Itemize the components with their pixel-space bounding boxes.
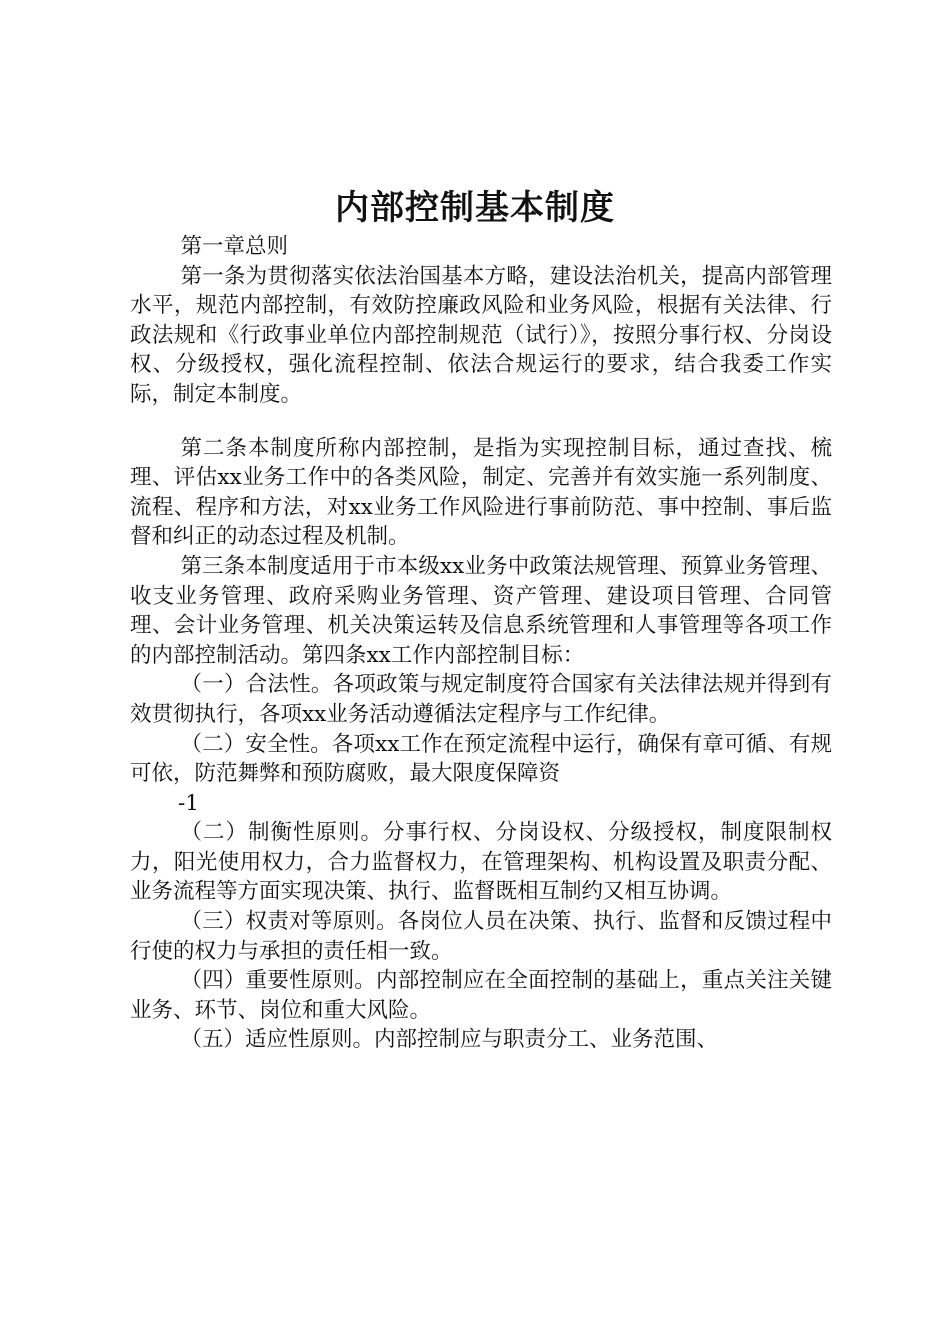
article-1: 第一条为贯彻落实依法治国基本方略，建设法治机关，提高内部管理水平，规范内部控制，有效防控廉政风险和业务风险，根据有关法律、行政法规和《行政事业单位内部控制规范（试行）》，按照分事行权、分岗设权、分级授权，强化流程控制、依法合规运行的要求，结合我委工作实际，制定本制度。 [130,263,832,407]
document-body [130,232,832,1055]
article-3: 第三条本制度适用于市本级xx业务中政策法规管理、预算业务管理、收支业务管理、政府采购业务管理、资产管理、建设项目管理、合同管理、会计业务管理、机关决策运转及信息系统管理和人事管理等各项工作的内部控制活动。第四条xx工作内部控制目标： [130,553,832,668]
article-2: 第二条本制度所称内部控制，是指为实现控制目标，通过查找、梳理、评估xx业务工作中的各类风险，制定、完善并有效实施一系列制度、流程、程序和方法，对xx业务工作风险进行事前防范、事中控制、事后监督和纠正的动态过程及机制。 [130,435,832,550]
page-number: -1 [178,790,199,816]
objective-security: （二）安全性。各项xx工作在预定流程中运行，确保有章可循、有规可依，防范舞弊和预防腐败，最大限度保障资 [130,731,832,787]
chapter-heading: 第一章总则 [180,234,289,259]
paragraph-gap [130,410,832,434]
principle-checks-balances: （二）制衡性原则。分事行权、分岗设权、分级授权，制度限制权力，阳光使用权力，合力监督权力，在管理架构、机构设置及职责分配、业务流程等方面实现决策、执行、监督既相互制约又相互协调。 [130,820,832,905]
principle-rights-responsibilities: （三）权责对等原则。各岗位人员在决策、执行、监督和反馈过程中行使的权力与承担的责任相一致。 [130,909,832,964]
principle-importance: （四）重要性原则。内部控制应在全面控制的基础上，重点关注关键业务、环节、岗位和重大风险。 [130,968,832,1023]
document-title: 内部控制基本制度 [335,188,615,228]
principle-adaptability: （五）适应性原则。内部控制应与职责分工、业务范围、 [180,1027,719,1053]
objective-legality: （一）合法性。各项政策与规定制度符合国家有关法律法规并得到有效贯彻执行，各项xx业务活动遵循法定程序与工作纪律。 [130,672,832,727]
